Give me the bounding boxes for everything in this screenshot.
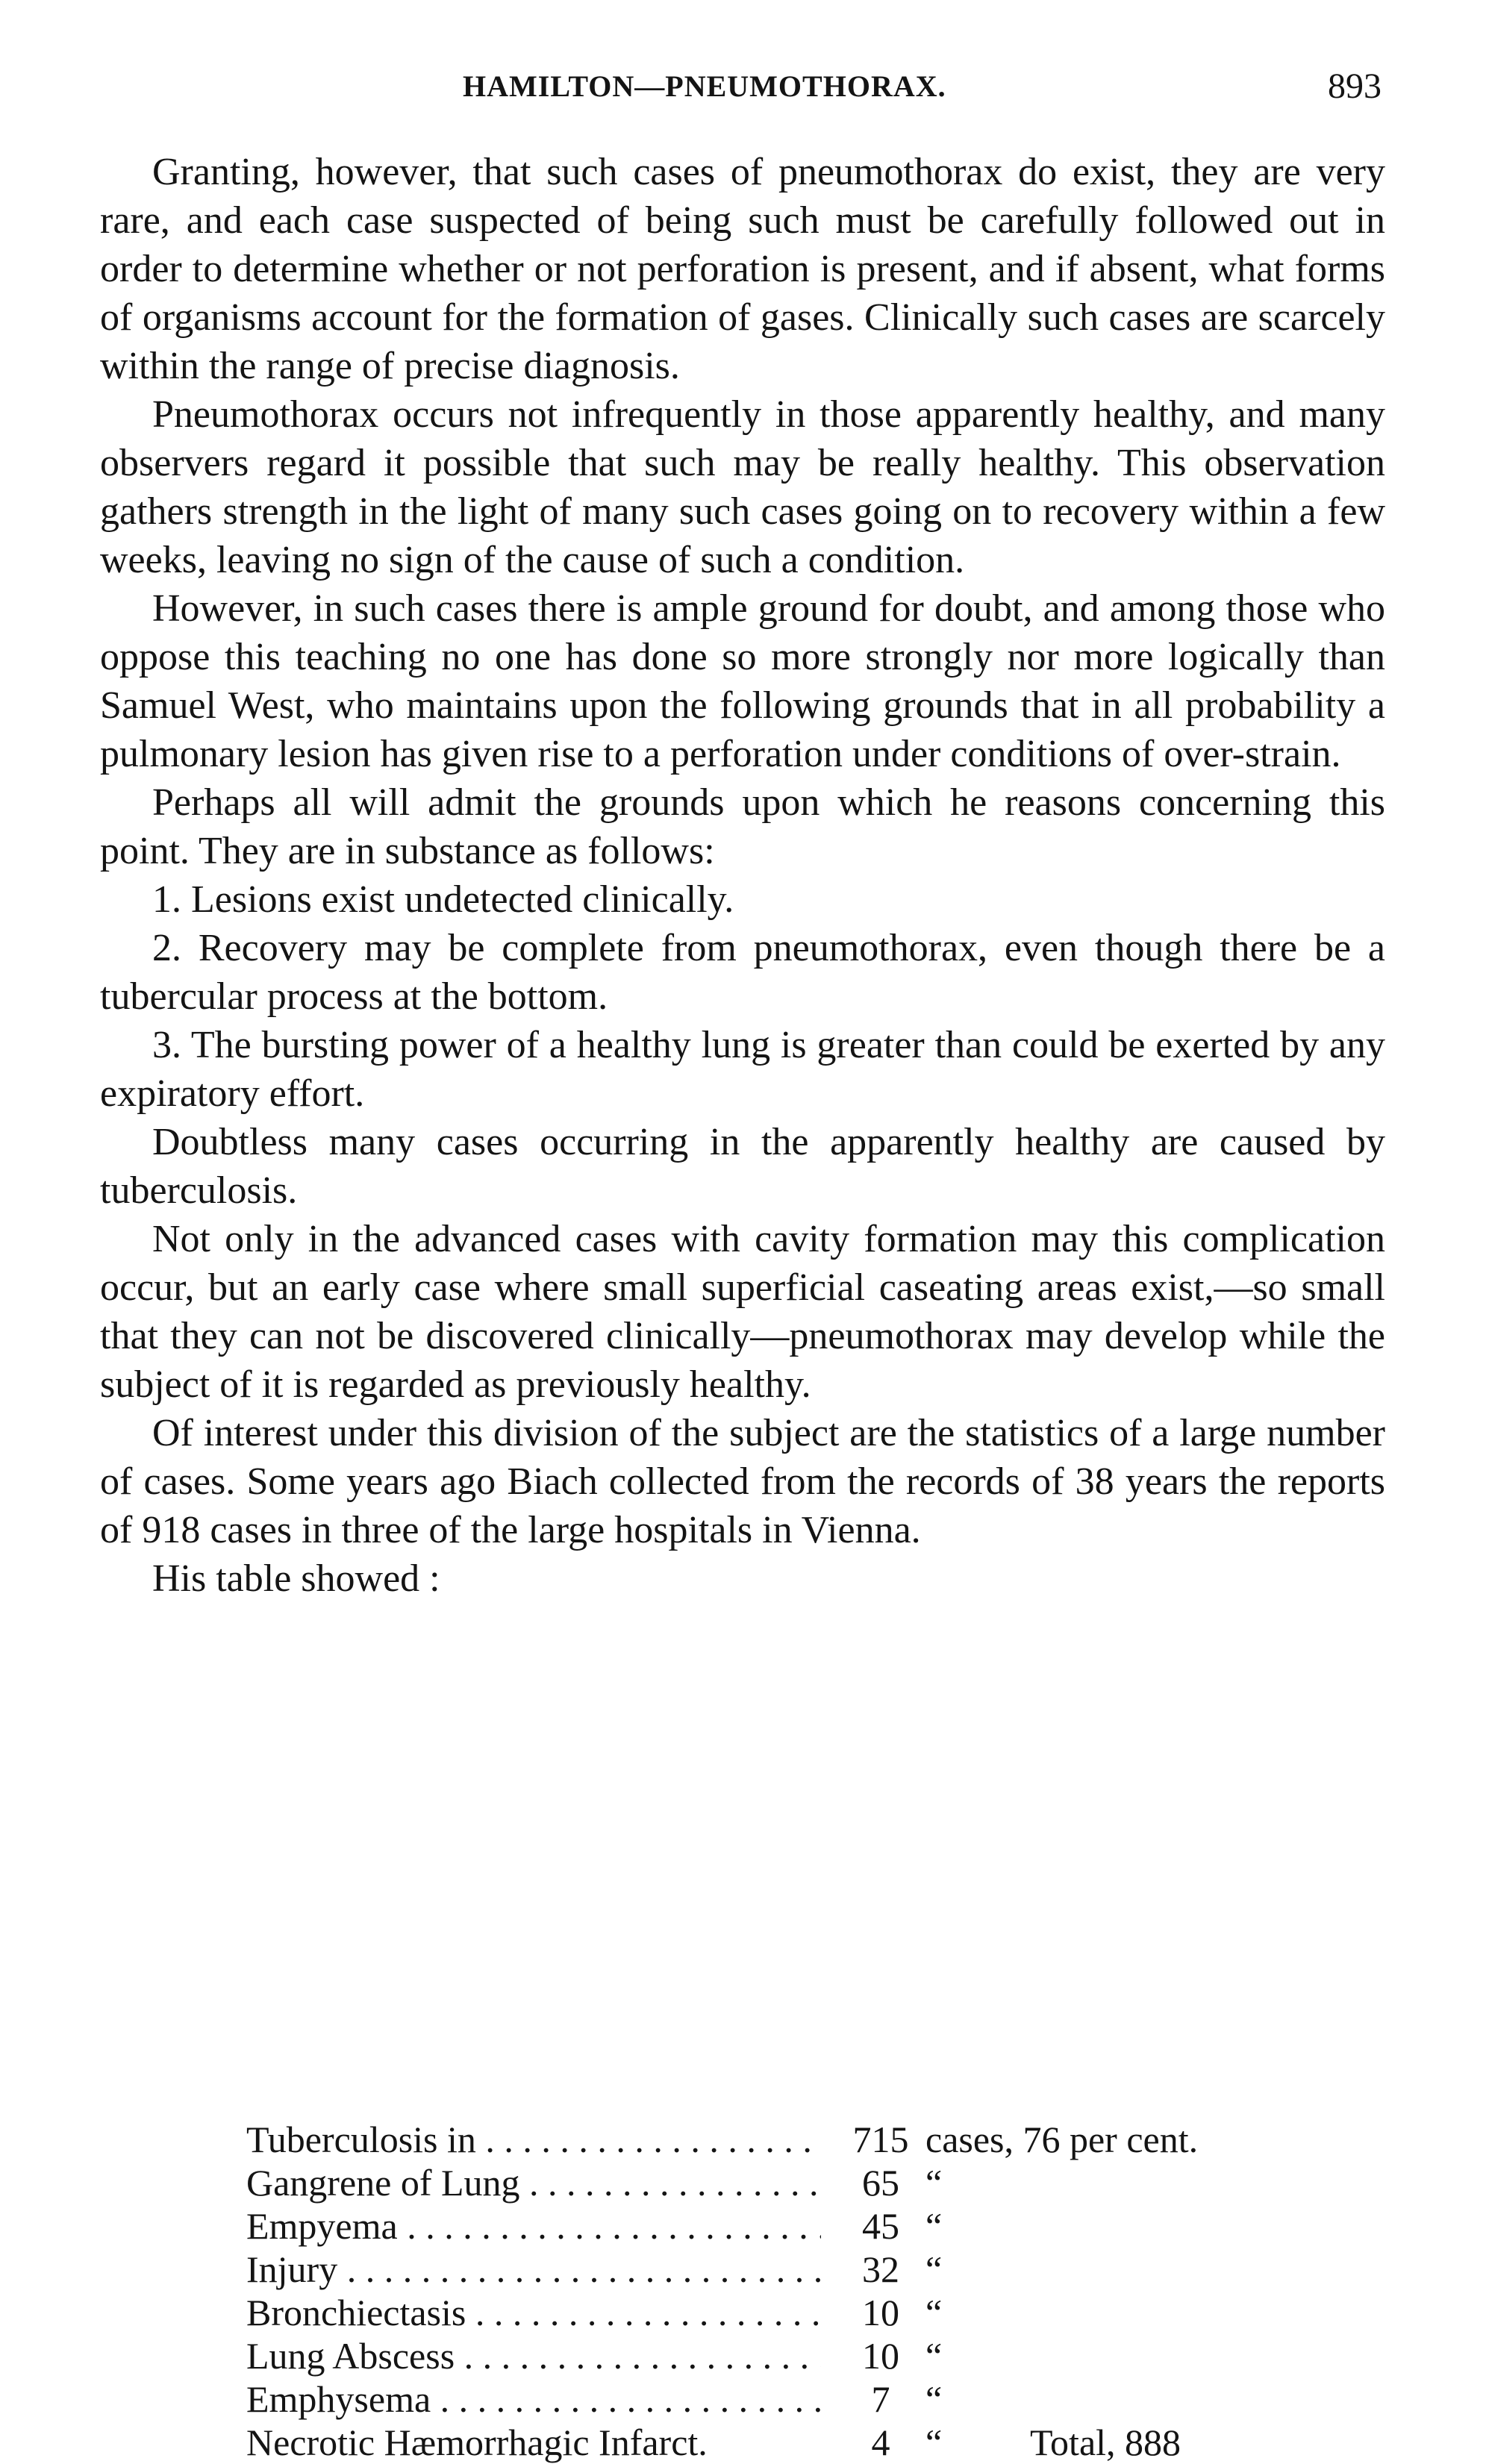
row-cases: 715 <box>852 2119 909 2160</box>
running-head <box>0 66 1486 113</box>
running-title: HAMILTON—PNEUMOTHORAX. <box>463 69 946 103</box>
row-unit: “ <box>925 2378 943 2420</box>
row-unit: “ <box>925 2162 943 2204</box>
row-label <box>246 2377 821 2421</box>
table-row <box>246 2248 1291 2291</box>
row-label-text: Empyema <box>246 2205 398 2247</box>
row-label-text: Lung Abscess <box>246 2335 455 2377</box>
row-label <box>246 2421 821 2464</box>
table-row <box>246 2377 1291 2421</box>
row-unit: “ <box>925 2421 943 2463</box>
row-label-text: Tuberculosis in <box>246 2119 476 2160</box>
row-cases: 45 <box>862 2205 899 2247</box>
dot-leader <box>337 2248 821 2290</box>
page-number: 893 <box>1328 66 1382 106</box>
row-label-text: Injury <box>246 2248 338 2290</box>
row-cases: 65 <box>862 2162 899 2204</box>
dot-leader <box>455 2335 821 2377</box>
dot-leader <box>466 2292 821 2333</box>
paragraph: Pneumothorax occurs not infrequently in those apparently healthy, and many observers regard it possible that such may be really healthy. This observation gathers strength in the light of many such cases going on to recovery within a few weeks, leaving no sign of the cause of such a condition. <box>100 393 1385 581</box>
paragraph: Perhaps all will admit the grounds upon which he reasons concerning this point. They are in substance as follows: <box>100 781 1385 872</box>
row-label <box>246 2248 821 2291</box>
row-label <box>246 2118 821 2161</box>
paragraph: Of interest under this division of the subject are the statistics of a large number of cases. Some years ago Biach collected from the records of 38 years the reports of 918 cases in three of the large hospitals in Vienna. <box>100 1412 1385 1551</box>
row-unit: “ <box>925 2205 943 2247</box>
numbered-point: 3. The bursting power of a healthy lung is greater than could be exerted by any expiratory effort. <box>100 1024 1385 1115</box>
row-label <box>246 2334 821 2377</box>
row-label <box>246 2291 821 2334</box>
paragraph: Doubtless many cases occurring in the apparently healthy are caused by tuberculosis. <box>100 1121 1385 1212</box>
row-label-text: Emphysema <box>246 2378 431 2420</box>
table-row <box>246 2291 1291 2334</box>
paragraph: Granting, however, that such cases of pneumothorax do exist, they are very rare, and each case suspected of being such must be carefully followed out in order to determine whether or not perforation is present, and if absent, what forms of organisms account for the formation of gases. Clinically such cases are scarcely within the range of precise diagnosis. <box>100 151 1385 387</box>
numbered-point: 2. Recovery may be complete from pneumothorax, even though there be a tubercular process at the bottom. <box>100 927 1385 1018</box>
row-total: Total, 888 <box>1030 2421 1181 2463</box>
numbered-point: 1. Lesions exist undetected clinically. <box>152 878 734 921</box>
row-unit: cases, 76 per cent. <box>925 2119 1199 2160</box>
dot-leader <box>431 2378 821 2420</box>
row-label-text: Necrotic Hæmorrhagic Infarct. <box>246 2421 708 2463</box>
paragraph: However, in such cases there is ample ground for doubt, and among those who oppose this teaching no one has done so more strongly nor more logically than Samuel West, who maintains upon the following grounds that in all probability a pulmonary lesion has given rise to a perforation under conditions of over-strain. <box>100 587 1385 775</box>
row-label <box>246 2161 821 2204</box>
row-unit: “ <box>925 2292 943 2333</box>
row-cases: 10 <box>862 2292 899 2333</box>
body-text <box>100 148 1385 1603</box>
row-cases: 7 <box>871 2378 890 2420</box>
row-label-text: Bronchiectasis <box>246 2292 466 2333</box>
row-cases: 4 <box>871 2421 890 2463</box>
dot-leader <box>398 2205 821 2247</box>
table-row <box>246 2421 1291 2464</box>
paragraph: Not only in the advanced cases with cavity formation may this complication occur, but an early case where small superficial caseating areas exist,—so small that they can not be discovered clinically—pneumothorax may develop while the subject of it is regarded as previously healthy. <box>100 1218 1385 1406</box>
table-row <box>246 2204 1291 2248</box>
row-label-text: Gangrene of Lung <box>246 2162 520 2204</box>
table-intro: His table showed : <box>152 1557 440 1600</box>
table-row <box>246 2334 1291 2377</box>
table-row <box>246 2118 1291 2161</box>
row-unit: “ <box>925 2335 943 2377</box>
statistics-table <box>246 2118 1291 2464</box>
dot-leader <box>520 2162 821 2204</box>
row-label <box>246 2204 821 2248</box>
row-unit: “ <box>925 2248 943 2290</box>
table-row <box>246 2161 1291 2204</box>
row-cases: 32 <box>862 2248 899 2290</box>
dot-leader <box>476 2119 821 2160</box>
row-cases: 10 <box>862 2335 899 2377</box>
